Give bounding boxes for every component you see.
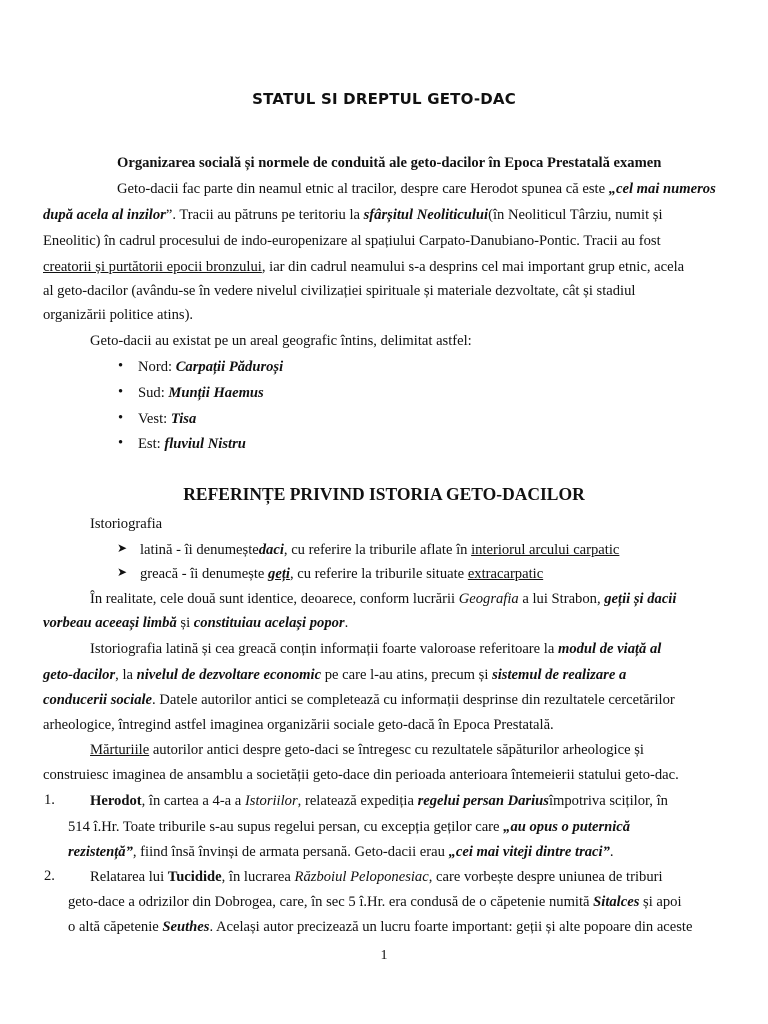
text-span: Sitalces	[593, 894, 640, 910]
text-span: geto-dacilor	[43, 667, 116, 683]
bullet-icon: •	[118, 358, 124, 374]
text-span: , fiind însă învinși de armata persană. Geto-dacii erau	[132, 844, 449, 860]
item-1-line-3	[68, 843, 614, 861]
text-span: Războiul Peloponesiac	[294, 869, 429, 885]
text-span: , care vorbește despre uniunea de triburi	[428, 869, 663, 885]
text-span: În realitate, cele două sunt identice, deoarece, conform lucrării	[90, 591, 459, 607]
text-span: Nord:	[138, 359, 176, 375]
text-span: nivelul de dezvoltare economic	[136, 667, 322, 683]
text-span: „cel mai numeros	[608, 181, 716, 197]
item-2-line-1	[90, 868, 663, 886]
text-span: Tisa	[170, 411, 197, 427]
text-span: Mărturiile	[90, 742, 150, 758]
text-span: Vest:	[138, 411, 171, 427]
text-span: constituiau același popor	[193, 615, 345, 631]
text-span: rezistență”	[68, 844, 133, 860]
list-item	[138, 358, 283, 376]
list-item	[140, 565, 543, 583]
text-span: . Același autor precizează un lucru foarte important: geții și alte popoare din aceste	[209, 919, 693, 935]
item-1-line-1	[90, 792, 668, 810]
text-span: Istoriografia latină și cea greacă conțin informații foarte valoroase referitoare la	[90, 641, 558, 657]
item-1-line-2	[68, 818, 630, 836]
text-span: și apoi	[639, 894, 682, 910]
text-span: Geto-dacii fac parte din neamul etnic al tracilor, despre care Herodot spunea că este	[117, 181, 609, 197]
text-span: , cu referire la triburile aflate în	[283, 542, 472, 558]
text-span: a lui Strabon,	[518, 591, 605, 607]
text-span: geți	[268, 566, 290, 582]
page-number: 1	[380, 948, 388, 963]
text-span: Istoriilor	[244, 793, 298, 809]
text-span: modul de viață al	[557, 641, 662, 657]
text-span: .	[344, 615, 349, 631]
paragraph-4-line-3	[43, 691, 675, 709]
text-span: Est:	[138, 436, 165, 452]
text-span: latină - îi denumește	[140, 542, 259, 558]
text-span: sistemul de realizare a	[492, 667, 627, 683]
arrow-bullet-icon: ➤	[117, 565, 128, 579]
paragraph-1-line-4	[43, 258, 684, 276]
text-span: fluviul Nistru	[164, 436, 246, 452]
text-span: autorilor antici despre geto-daci se întregesc cu rezultatele săpăturilor arheologice și	[149, 742, 644, 758]
text-span: daci	[258, 542, 284, 558]
text-span: ”. Tracii au pătruns pe teritoriu la	[165, 207, 364, 223]
text-span: Munții Haemus	[168, 385, 264, 401]
text-span: împotriva sciților, în	[548, 793, 668, 809]
text-span: Tucidide	[167, 869, 222, 885]
text-span: Carpații Păduroși	[175, 359, 284, 375]
bullet-icon: •	[118, 435, 124, 451]
istoriografia-label: Istoriografia	[90, 516, 163, 532]
paragraph-5-line-1	[90, 741, 644, 759]
paragraph-5-line-2: construiesc imaginea de ansamblu a societății geto-dace din perioada anterioara întemeierii statului geto-dac.	[43, 767, 679, 783]
text-span: , cu referire la triburile situate	[289, 566, 468, 582]
text-span: .	[609, 844, 614, 860]
paragraph-1-line-5: al geto-dacilor (avându-se în vedere nivelul civilizației spirituale și materiale dezvoltate, cât și stadiul	[43, 283, 636, 299]
section-heading: REFERINȚE PRIVIND ISTORIA GETO-DACILOR	[183, 484, 585, 504]
text-span: după acela al inzilor	[43, 207, 166, 223]
text-span: Herodot	[90, 793, 142, 809]
text-span: sfârșitul Neoliticului	[363, 207, 489, 223]
text-span: pe care l-au atins, precum și	[321, 667, 493, 683]
paragraph-4-line-2	[43, 666, 626, 684]
text-span: . Datele autorilor antici se completează cu informații desprinse din rezultatele cercetărilor	[152, 692, 675, 708]
paragraph-1-line-3: Eneolitic) în cadrul procesului de indo-europenizare al spațiului Carpato-Danubiano-Pontic. Tracii au fost	[43, 233, 661, 249]
text-span: , în lucrarea	[221, 869, 295, 885]
list-item	[140, 541, 619, 559]
text-span: „cei mai viteji dintre traci”	[448, 844, 610, 860]
document-title: STATUL SI DREPTUL GETO-DAC	[252, 90, 516, 108]
paragraph-1-line-2	[43, 206, 663, 224]
text-span: Seuthes	[162, 919, 210, 935]
text-span: Geografia	[458, 591, 519, 607]
paragraph-2: Geto-dacii au existat pe un areal geografic întins, delimitat astfel:	[90, 333, 472, 349]
text-span: Relatarea lui	[90, 869, 168, 885]
text-span: conducerii sociale	[43, 692, 153, 708]
text-span: geții și dacii	[604, 591, 677, 607]
list-number: 1.	[44, 792, 55, 808]
paragraph-1-line-1	[117, 180, 716, 198]
text-span: Sud:	[138, 385, 169, 401]
text-span: , iar din cadrul neamului s-a desprins cel mai important grup etnic, acela	[261, 259, 685, 275]
text-span: 514 î.Hr. Toate triburile s-au supus regelui persan, cu excepția geților care	[68, 819, 504, 835]
list-item	[138, 435, 246, 453]
paragraph-4-line-4: arheologice, întregind astfel imaginea organizării sociale geto-dacă în Epoca Prestatală.	[43, 717, 554, 733]
list-item	[138, 384, 264, 402]
paragraph-3-line-2	[43, 614, 348, 632]
text-span: „au opus o puternică	[503, 819, 631, 835]
paragraph-1-line-6: organizării politice atins).	[43, 307, 194, 323]
arrow-bullet-icon: ➤	[117, 541, 128, 555]
bullet-icon: •	[118, 410, 124, 426]
paragraph-3-line-1	[90, 590, 676, 608]
section-subtitle: Organizarea socială și normele de conduită ale geto-dacilor în Epoca Prestatală examen	[117, 155, 662, 171]
list-item	[138, 410, 196, 428]
text-span: , relatează expediția	[297, 793, 418, 809]
text-span: greacă - îi denumește	[140, 566, 269, 582]
paragraph-4-line-1	[90, 640, 661, 658]
bullet-icon: •	[118, 384, 124, 400]
item-2-line-3	[68, 918, 692, 936]
text-span: extracarpatic	[467, 566, 544, 582]
text-span: creatorii și purtătorii epocii bronzului	[43, 259, 262, 275]
item-2-line-2	[68, 893, 682, 911]
text-span: regelui persan Darius	[417, 793, 549, 809]
text-span: , la	[115, 667, 137, 683]
text-span: , în cartea a 4-a a	[141, 793, 245, 809]
text-span: vorbeau aceeași limbă	[43, 615, 177, 631]
text-span: interiorul arcului carpatic	[471, 542, 620, 558]
text-span: o altă căpetenie	[68, 919, 163, 935]
text-span: și	[176, 615, 194, 631]
list-number: 2.	[44, 868, 55, 884]
text-span: geto-dace a odrizilor din Dobrogea, care, în sec 5 î.Hr. era condusă de o căpetenie numită	[68, 894, 594, 910]
text-span: (în Neoliticul Târziu, numit și	[488, 207, 663, 223]
